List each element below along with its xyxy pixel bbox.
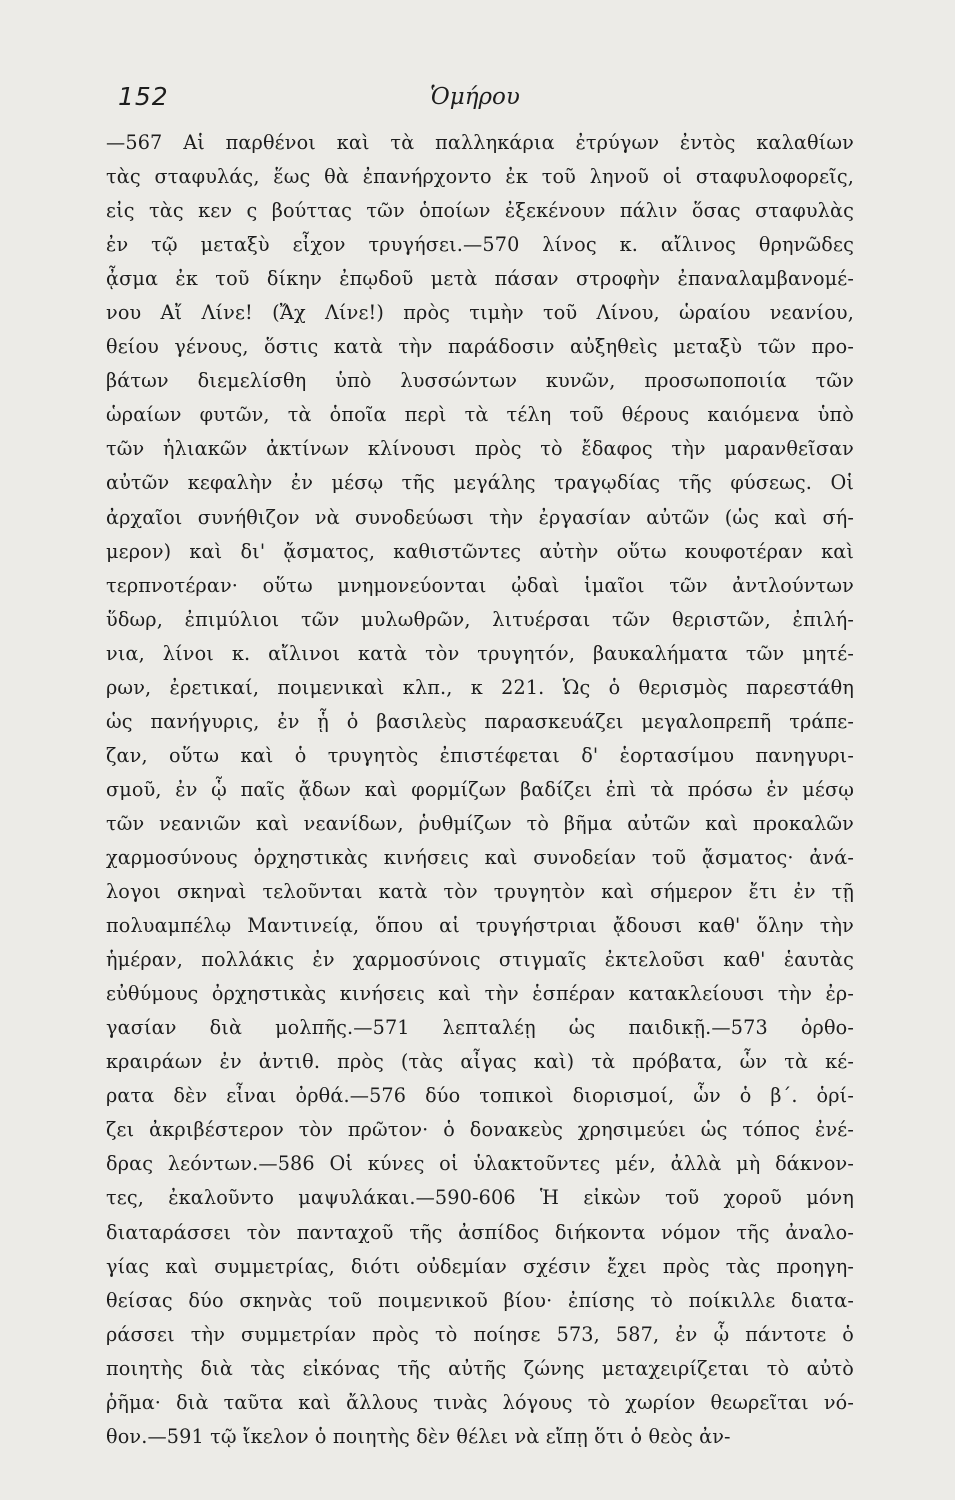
text-line: δρας λεόντων.—586 Οἱ κύνες οἱ ὑλακτοῦντες μέν, ἀλλὰ μὴ δάκνον- [106,1152,854,1176]
page-number: 152 [118,82,169,111]
text-line: ζαν, οὕτω καὶ ὁ τρυγητὸς ἐπιστέφεται δ' ἑορτασίμου πανηγυρι- [106,743,854,767]
text-line: θείου γένους, ὅστις κατὰ τὴν παράδοσιν αὐξηθεὶς μεταξὺ τῶν προ- [106,335,854,359]
text-line: ἐν τῷ μεταξὺ εἶχον τρυγήσει.—570 λίνος κ. αἴλινος θρηνῶδες [106,233,854,257]
text-line: θείσας δύο σκηνὰς τοῦ ποιμενικοῦ βίου· ἐπίσης τὸ ποίκιλλε διατα- [106,1288,854,1312]
running-head: Ὁμήρου [430,84,520,110]
text-line: ὕδωρ, ἐπιμύλιοι τῶν μυλωθρῶν, λιτυέρσαι τῶν θεριστῶν, ἐπιλή- [106,607,854,631]
text-line: εὐθύμους ὀρχηστικὰς κινήσεις καὶ τὴν ἑσπέραν κατακλείουσι τὴν ἐρ- [106,982,854,1006]
text-line: λογοι σκηναὶ τελοῦνται κατὰ τὸν τρυγητὸν καὶ σήμερον ἔτι ἐν τῇ [106,880,854,904]
text-line: τερπνοτέραν· οὕτω μνημονεύονται ᾠδαὶ ἱμαῖοι τῶν ἀντλούντων [106,573,854,597]
text-line: ᾆσμα ἐκ τοῦ δίκην ἐπῳδοῦ μετὰ πάσαν στροφὴν ἐπαναλαμβανομέ- [106,267,854,291]
text-line: κραιράων ἐν ἀντιθ. πρὸς (τὰς αἶγας καὶ) τὰ πρόβατα, ὧν τὰ κέ- [106,1050,854,1074]
text-line: τες, ἐκαλοῦντο μαψυλάκαι.—590-606 Ἡ εἰκὼν τοῦ χοροῦ μόνη [106,1186,854,1210]
text-line: τὰς σταφυλάς, ἕως θὰ ἐπανήρχοντο ἐκ τοῦ ληνοῦ οἱ σταφυλοφορεῖς, [106,165,854,189]
text-line: χαρμοσύνους ὀρχηστικὰς κινήσεις καὶ συνοδείαν τοῦ ᾄσματος· ἀνά- [106,845,854,869]
text-line: γασίαν διὰ μολπῆς.—571 λεπταλέῃ ὡς παιδικῇ.—573 ὀρθο- [106,1016,854,1040]
text-line: ρων, ἐρετικαί, ποιμενικαὶ κλπ., κ 221. Ὡς ὁ θερισμὸς παρεστάθη [106,675,854,699]
text-line: ἀρχαῖοι συνήθιζον νὰ συνοδεύωσι τὴν ἐργασίαν αὐτῶν (ὡς καὶ σή- [106,505,854,529]
text-line: θον.—591 τῷ ἴκελον ὁ ποιητὴς δὲν θέλει νὰ εἴπῃ ὅτι ὁ θεὸς ἀν- [106,1424,731,1448]
text-line: ρατα δὲν εἶναι ὀρθά.—576 δύο τοπικοὶ διορισμοί, ὧν ὁ β΄. ὁρί- [106,1084,854,1108]
text-line: γίας καὶ συμμετρίας, διότι οὐδεμίαν σχέσιν ἔχει πρὸς τὰς προηγη- [106,1254,854,1278]
text-line: ὡς πανήγυρις, ἐν ᾗ ὁ βασιλεὺς παρασκευάζει μεγαλοπρεπῆ τράπε- [106,709,854,733]
text-line: σμοῦ, ἐν ᾧ παῖς ᾄδων καὶ φορμίζων βαδίζει ἐπὶ τὰ πρόσω ἐν μέσῳ [106,777,854,801]
text-line: μερον) καὶ δι' ᾄσματος, καθιστῶντες αὐτὴν οὕτω κουφοτέραν καὶ [106,539,854,563]
text-line: πολυαμπέλῳ Μαντινείᾳ, ὅπου αἱ τρυγήστριαι ᾄδουσι καθ' ὅλην τὴν [106,914,854,938]
text-line: εἰς τὰς κεν ς βούττας τῶν ὁποίων ἐξεκένουν πάλιν ὅσας σταφυλὰς [106,199,854,223]
text-line: νια, λίνοι κ. αἴλινοι κατὰ τὸν τρυγητόν, βαυκαλήματα τῶν μητέ- [106,641,854,665]
text-line: ὡραίων φυτῶν, τὰ ὁποῖα περὶ τὰ τέλη τοῦ θέρους καιόμενα ὑπὸ [106,403,854,427]
commentary-text [106,126,854,1454]
text-line: ράσσει τὴν συμμετρίαν πρὸς τὸ ποίησε 573, 587, ἐν ᾧ πάντοτε ὁ [106,1322,854,1346]
text-line: τῶν ἡλιακῶν ἀκτίνων κλίνουσι πρὸς τὸ ἔδαφος τὴν μαρανθεῖσαν [106,437,854,461]
text-line: νου Αἴ Λίνε! (Ἄχ Λίνε!) πρὸς τιμὴν τοῦ Λίνου, ὡραίου νεανίου, [106,301,854,325]
page-header [118,82,865,118]
text-line: ποιητὴς διὰ τὰς εἰκόνας τῆς αὐτῆς ζώνης μεταχειρίζεται τὸ αὐτὸ [106,1356,854,1380]
text-line: ἡμέραν, πολλάκις ἐν χαρμοσύνοις στιγμαῖς ἐκτελοῦσι καθ' ἑαυτὰς [106,948,854,972]
text-line: —567 Αἱ παρθένοι καὶ τὰ παλληκάρια ἐτρύγων ἐντὸς καλαθίων [106,131,854,154]
text-line: ῥῆμα· διὰ ταῦτα καὶ ἄλλους τινὰς λόγους τὸ χωρίον θεωρεῖται νό- [106,1390,854,1414]
text-line: αὐτῶν κεφαλὴν ἐν μέσῳ τῆς μεγάλης τραγῳδίας τῆς φύσεως. Οἱ [106,471,854,495]
text-line: ζει ἀκριβέστερον τὸν πρῶτον· ὁ δονακεὺς χρησιμεύει ὡς τόπος ἐνέ- [106,1118,854,1142]
text-line: βάτων διεμελίσθη ὑπὸ λυσσώντων κυνῶν, προσωποποιία τῶν [106,369,854,393]
text-line: τῶν νεανιῶν καὶ νεανίδων, ῥυθμίζων τὸ βῆμα αὐτῶν καὶ προκαλῶν [106,811,854,835]
text-line: διαταράσσει τὸν πανταχοῦ τῆς ἀσπίδος διήκοντα νόμον τῆς ἀναλο- [106,1220,854,1244]
